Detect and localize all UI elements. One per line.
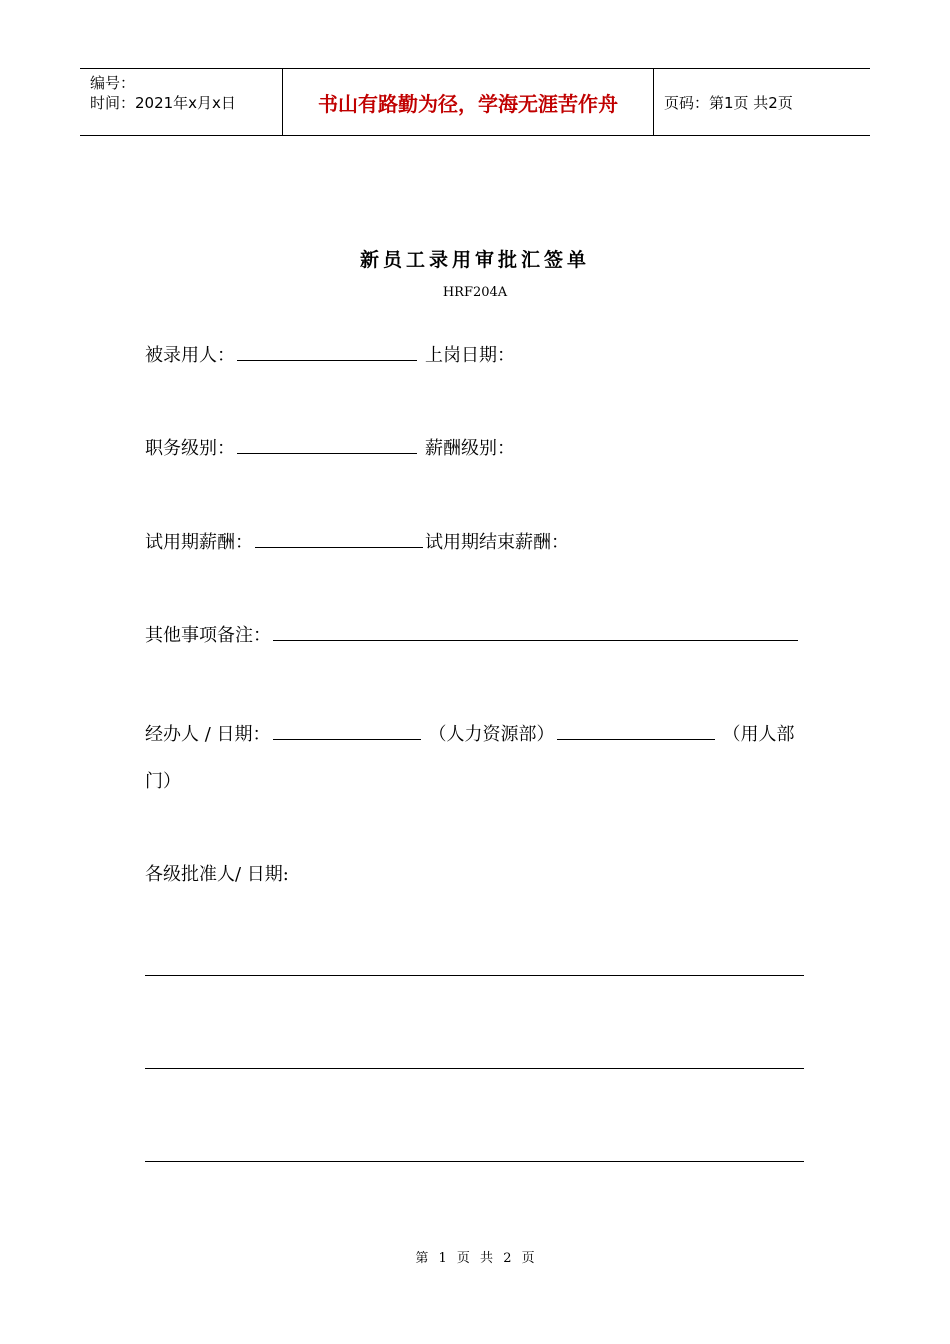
job-level-label: 职务级别： (145, 438, 235, 459)
approvers-label: 各级批准人/ 日期: (145, 864, 289, 885)
row-approvers (145, 862, 289, 888)
handler-date-field[interactable] (273, 719, 421, 740)
header-meta (80, 69, 282, 135)
remarks-label: 其他事项备注： (145, 625, 271, 646)
header-motto: 书山有路勤为径，学海无涯苦作舟 (282, 69, 654, 135)
row-probation-salary (145, 527, 569, 553)
row-hire-name (145, 340, 515, 366)
approver-line-3[interactable] (145, 1161, 804, 1162)
post-probation-salary-label: 试用期结束薪酬： (425, 532, 569, 553)
header-page-info: 页码：第1页 共2页 (664, 93, 793, 112)
page-footer: 第 1 页 共 2 页 (415, 1251, 535, 1266)
row-handler (145, 719, 795, 745)
hire-name-field[interactable] (237, 340, 417, 361)
approver-line-1[interactable] (145, 975, 804, 976)
remarks-field[interactable] (273, 620, 798, 641)
row-remarks (145, 620, 798, 646)
handler-label: 经办人 / 日期： (145, 724, 271, 745)
hiring-dept-label: （用人部 (722, 724, 795, 745)
hiring-dept-label-cont: 门） (145, 771, 181, 792)
row-handler-cont (145, 769, 181, 795)
form-title: 新员工录用审批汇签单 (359, 249, 590, 271)
job-level-field[interactable] (237, 433, 417, 454)
hr-dept-label: （人力资源部） (428, 724, 555, 745)
form-code: HRF204A (442, 285, 508, 300)
approver-line-2[interactable] (145, 1068, 804, 1069)
hire-name-label: 被录用人： (145, 345, 235, 366)
probation-salary-field[interactable] (255, 527, 423, 548)
salary-level-label: 薪酬级别： (425, 438, 515, 459)
hiring-dept-field[interactable] (557, 719, 715, 740)
number-label: 编号： (90, 74, 136, 92)
time-label: 时间：2021年x月x日 (90, 94, 236, 112)
row-job-level (145, 433, 515, 459)
start-date-label: 上岗日期： (425, 345, 515, 366)
probation-salary-label: 试用期薪酬： (145, 532, 253, 553)
document-header (80, 68, 870, 136)
